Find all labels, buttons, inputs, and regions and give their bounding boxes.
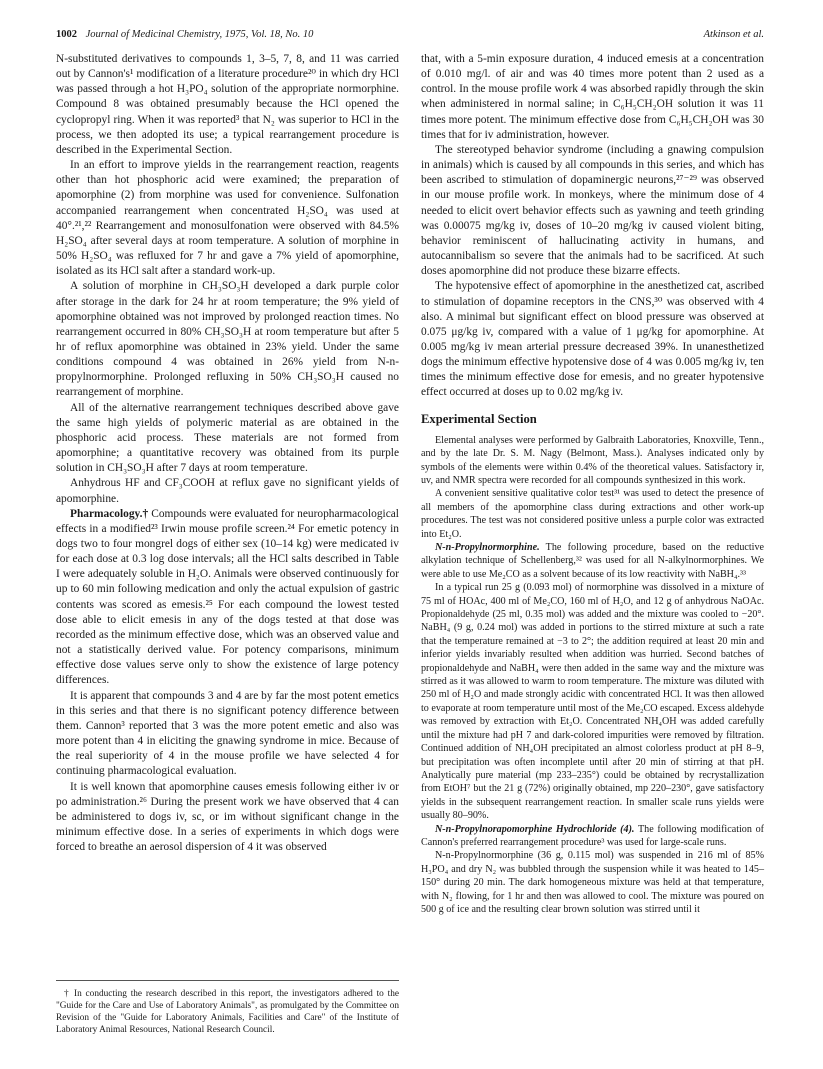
paragraph: It is apparent that compounds 3 and 4 are by far the most potent emetics in this series and that there is no significant potency difference between them. Cannon³ reported that 3 was the more potent emetic and also was more potent than 4 in eliciting the gnawing syndrome in mice. Because of the real superiority of 4 in the mouse profile we have selected 4 for continuing pharmacological evaluation. — [56, 689, 399, 778]
running-authors: Atkinson et al. — [703, 29, 764, 40]
paragraph: Elemental analyses were performed by Galbraith Laboratories, Knoxville, Tenn., and by the late Dr. S. M. Nagy (Belmont, Mass.). Analyses indicated only by symbols of the elements were within 0.4% of the theoretical values. Satisfactory ir, uv, and NMR spectra were recorded for all compounds synthesized in this work. — [421, 434, 764, 486]
paragraph: All of the alternative rearrangement techniques described above gave the same high yields of polymeric material as are obtained in the phosphoric acid process. These materials are not formed from apomorphine; a quantitative recovery was obtained from its purple solution in CH₃SO₃H after 7 days at room temperature. — [56, 401, 399, 475]
right-column — [421, 52, 764, 916]
paragraph: N-substituted derivatives to compounds 1, 3–5, 7, 8, and 11 was carried out by Cannon's¹ modification of a literature procedure²⁰ in which dry HCl was passed through a hot H₃PO₄ solution of the appropriate normorphine. Compound 8 was obtained presumably because the HCl opened the cyclopropyl ring. When it was reported³ that N₂ was superior to HCl in the process, we then adopted its use; a typical rearrangement procedure is described in the Experimental Section. — [56, 53, 399, 156]
procedure-text: The following modification of Cannon's preferred rearrangement procedure³ was used for large-scale runs. — [421, 823, 765, 848]
procedure-text: The following procedure, based on the reductive alkylation technique of Schellenberg,³² was used for all N-alkylnormorphines. We were able to use Me₂CO as a solvent because of its low reactivity with NaBH₄.³³ — [421, 542, 764, 580]
page-header — [56, 28, 764, 42]
paragraph: N-n-Propylnormorphine (36 g, 0.115 mol) was suspended in 216 ml of 85% H₃PO₄ and dry N₂ was bubbled through the suspension while it was heated to 145–150° during 20 min. The dark homogeneous mixture was held at that temperature, with N₂ flowing, for 1 hr and then was allowed to cool. The mixture was poured on 500 g of ice and the resulting clear brown solution was stirred until it — [421, 850, 764, 915]
pharmacology-text: Compounds were evaluated for neuropharmacological effects in a modified²³ Irwin mouse profile screen.²⁴ For emetic potency in dogs two to four mongrel dogs of either sex (10–14 kg) were medicated iv for each dose at 0.3 log dose intervals; all the HCl salts described in Table I were adequately soluble in H₂O. Animals were observed continuously for up to 60 min following medication and only the actual expulsion of gastric contents was scored as emesis.²⁵ For each compound the lowest tested dose able to elicit emesis in any of the dogs tested at that dose was recorded as the minimum effective dose, which was an observed value and not a statistically derived value. For potency comparisons, minimum effective dose values serve only to show the existence of large potency differences. — [56, 507, 399, 687]
paragraph: The stereotyped behavior syndrome (including a gnawing compulsion in animals) which is caused by all compounds in this series, and which has been ascribed to stimulation of dopaminergic neurons,²⁷⁻²⁹ was observed in our mouse profile work. In monkeys, where the minimum dose of 4 needed to elicit overt behavior effects such as yawning and teeth grinding was 0.00075 mg/kg iv, doses of 10–20 mg/kg iv caused violent biting, behavior reminiscent of hallucinating activity in humans, and autocannibalism so severe that the animals had to be sacrificed. At such doses apomorphine did not produce these bizarre effects. — [421, 143, 764, 278]
footnote — [56, 980, 399, 1036]
left-column — [56, 52, 399, 855]
page-number: 1002 — [56, 29, 77, 40]
pharmacology-heading: Pharmacology.† — [70, 507, 149, 520]
paragraph: In an effort to improve yields in the rearrangement reaction, reagents other than hot phosphoric acid were examined; the preparation of apomorphine (2) from morphine was used for convenience. Sulfonation accompanied rearrangement when concentrated H₂SO₄ was used at 40°.²¹,²² Rearrangement and monosulfonation were observed with 84.5% H₂SO₄ after several days at room temperature. A solution of morphine in 50% H₂SO₄ was refluxed for 7 hr and gave a 7% yield of apomorphine, isolated as its HCl salt after a standard work-up. — [56, 159, 399, 278]
pharmacology-paragraph — [56, 507, 399, 689]
procedure-paragraph — [421, 823, 764, 850]
paragraph: that, with a 5-min exposure duration, 4 induced emesis at a concentration of 0.010 mg/l. of air and was 40 times more potent than 2 used as a control. In the mouse profile work 4 was absorbed rapidly through the skin when administered in normal saline; in C₆H₅CH₂OH solution it was 11 times more potent. The minimum effective dose from C₆H₅CH₂OH was 30 times that for iv administration, however. — [421, 53, 764, 141]
paragraph: A solution of morphine in CH₃SO₃H developed a dark purple color after storage in the dark for 24 hr at room temperature; the 9% yield of apomorphine obtained was not improved by prolonged reaction times. No rearrangement occurred in 80% CH₃SO₃H at room temperature but after 5 hr of reflux apomorphine was obtained in 23% yield. Under the same conditions compound 4 was obtained in 26% yield from N-n-propylnormorphine. Prolonged refluxing in 50% CH₃SO₃H caused no rearrangement of morphine. — [56, 280, 399, 399]
paragraph: It is well known that apomorphine causes emesis following either iv or po administration.²⁶ During the present work we have observed that 4 can be administered to dogs iv, sc, or im without significant change in the minimum effective dose. In a series of experiments in which dogs were forced to breathe an aerosol dispersion of 4 it was observed — [56, 780, 399, 854]
compound-heading: N-n-Propylnormorphine. — [435, 542, 540, 553]
footnote-text: † In conducting the research described in this report, the investigators adhered to the "Guide for the Care and Use of Laboratory Animals", as promulgated by the Committee on Revision of the "Guide for Laboratory Animals, Facilities and Care" of the Institute of Laboratory Animal Resources, National Research Council. — [56, 989, 399, 1036]
paragraph: The hypotensive effect of apomorphine in the anesthetized cat, ascribed to stimulation of dopamine receptors in the CNS,³⁰ was observed with 4 also. A minimal but significant effect on blood pressure was observed at 0.075 μg/kg iv, compared with a value of 1 μg/kg for apomorphine. At 0.005 mg/kg iv mean arterial pressure decreased 39%. In unanesthetized dogs the minimum effective hypotensive dose of 4 was 0.005 mg/kg iv, ten times the minimum effective dose for emesis, and no greater hypotensive effect occurred at doses up to 0.02 mg/kg iv. — [421, 280, 764, 399]
journal-citation: Journal of Medicinal Chemistry, 1975, Vol. 18, No. 10 — [85, 29, 314, 40]
procedure-paragraph — [421, 541, 764, 581]
paragraph: In a typical run 25 g (0.093 mol) of normorphine was dissolved in a mixture of 75 ml of HOAc, 400 ml of Me₂CO, 160 ml of H₂O, and 12 g of anhydrous NaOAc. Propionaldehyde (25 ml, 0.35 mol) was added and the mixture was cooled to −20°. NaBH₄ (9 g, 0.24 mol) was added in portions to the stirred mixture at such a rate that the temperature remained at −3 to 2°; the addition required at least 20 min and inferior yields invariably resulted when addition was hurried. Second batches of propionaldehyde and NaBH₄ were then added in the same way and the mixture was stirred as it was allowed to warm to room temperature. The mixture was diluted with 250 ml of H₂O and made strongly acidic with concentrated HCl. It was then allowed to evaporate at room temperature until most of the Me₂CO escaped. Excess aldehyde was removed by extraction with Et₂O. Concentrated NH₄OH was added carefully until the mixture had pH 7 and dark-colored impurities were removed by filtration. Continued addition of NH₄OH precipitated an almost colorless product at pH 8–9, but precipitation was often incomplete until after 20 min of stirring at that pH. Analytically pure material (mp 233–235°) could be obtained by recrystallization from EtOH⁷ but the 21 g (72%) originally obtained, mp 220–230°, gave satisfactory yields in the subsequent rearrangement reaction. In smaller scale runs yields were usually 80–90%. — [421, 582, 764, 822]
paragraph: Anhydrous HF and CF₃COOH at reflux gave no significant yields of apomorphine. — [56, 477, 399, 505]
paragraph: A convenient sensitive qualitative color test³¹ was used to detect the presence of all members of the apomorphine class during extractions and other work-up procedures. The test was not considered positive unless a purple color was extracted into Et₂O. — [421, 488, 764, 540]
section-heading: Experimental Section — [421, 411, 537, 426]
compound-heading: N-n-Propylnorapomorphine Hydrochloride (4). — [435, 823, 635, 835]
